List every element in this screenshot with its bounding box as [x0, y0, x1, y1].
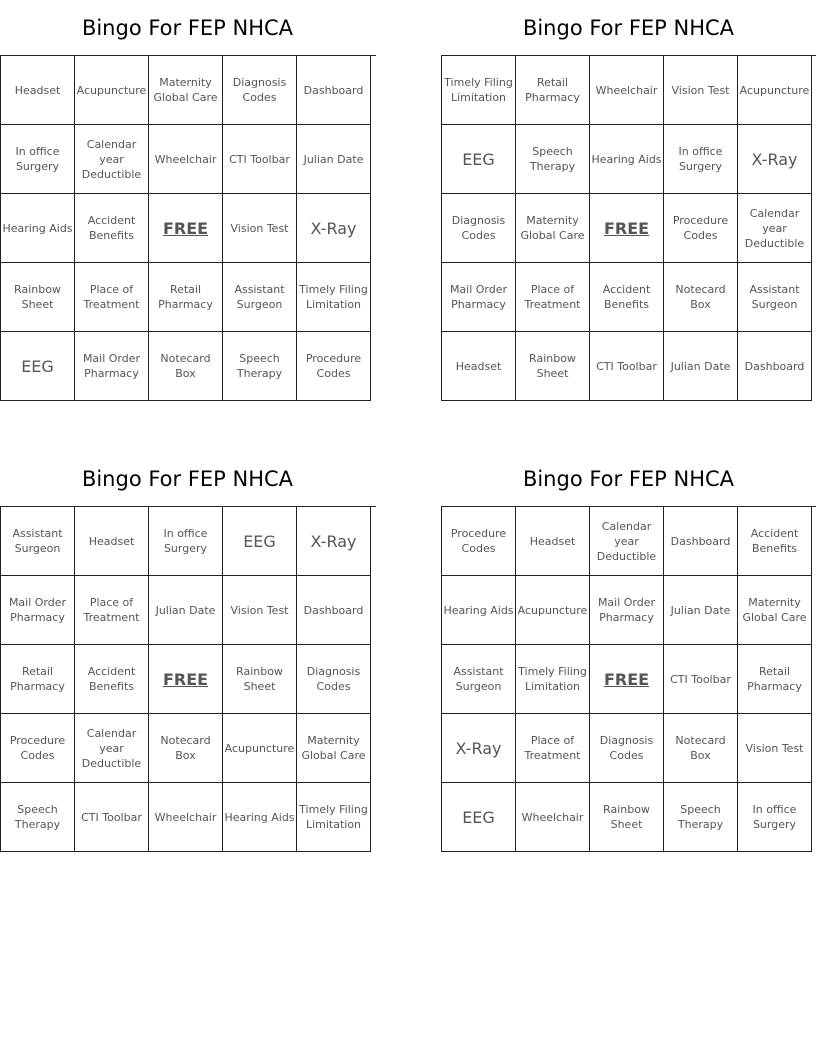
- bingo-cell: Mail Order Pharmacy: [1, 576, 75, 645]
- bingo-cell: Julian Date: [297, 125, 371, 194]
- bingo-card-3: [0, 451, 375, 852]
- bingo-cell: Speech Therapy: [664, 783, 738, 852]
- bingo-cell: CTI Toolbar: [223, 125, 297, 194]
- bingo-cell: Place of Treatment: [75, 576, 149, 645]
- bingo-cell: X-Ray: [442, 714, 516, 783]
- bingo-card-4: [441, 451, 816, 852]
- bingo-cell: Maternity Global Care: [516, 194, 590, 263]
- free-space: FREE: [590, 645, 664, 714]
- bingo-cell: Diagnosis Codes: [297, 645, 371, 714]
- card-title: Bingo For FEP NHCA: [522, 467, 735, 491]
- free-space: FREE: [149, 645, 223, 714]
- bingo-cell: Calendar year Deductible: [75, 125, 149, 194]
- bingo-cell: Wheelchair: [516, 783, 590, 852]
- bingo-cell: Wheelchair: [149, 125, 223, 194]
- bingo-cell: Dashboard: [738, 332, 812, 401]
- bingo-cell: Maternity Global Care: [738, 576, 812, 645]
- bingo-cell: EEG: [442, 125, 516, 194]
- bingo-cell: Accident Benefits: [738, 507, 812, 576]
- bingo-cell: Retail Pharmacy: [516, 56, 590, 125]
- bingo-cell: Rainbow Sheet: [223, 645, 297, 714]
- bingo-cell: In office Surgery: [149, 507, 223, 576]
- bingo-cell: Timely Filing Limitation: [442, 56, 516, 125]
- bingo-cell: EEG: [1, 332, 75, 401]
- bingo-grid: [441, 55, 816, 401]
- bingo-cell: Headset: [442, 332, 516, 401]
- bingo-cell: Retail Pharmacy: [738, 645, 812, 714]
- bingo-card-2: [441, 0, 816, 401]
- bingo-cell: Rainbow Sheet: [1, 263, 75, 332]
- bingo-cell: Hearing Aids: [590, 125, 664, 194]
- bingo-cell: In office Surgery: [738, 783, 812, 852]
- bingo-cell: Diagnosis Codes: [590, 714, 664, 783]
- bingo-cell: Timely Filing Limitation: [297, 783, 371, 852]
- free-space: FREE: [149, 194, 223, 263]
- bingo-cell: EEG: [442, 783, 516, 852]
- bingo-cell: Timely Filing Limitation: [297, 263, 371, 332]
- bingo-grid: [441, 506, 816, 852]
- bingo-cell: Diagnosis Codes: [223, 56, 297, 125]
- bingo-cell: Assistant Surgeon: [442, 645, 516, 714]
- bingo-cell: Procedure Codes: [1, 714, 75, 783]
- bingo-cell: Notecard Box: [149, 332, 223, 401]
- bingo-cell: Notecard Box: [664, 714, 738, 783]
- card-title: Bingo For FEP NHCA: [522, 16, 735, 40]
- bingo-cell: Accident Benefits: [75, 645, 149, 714]
- bingo-cell: Speech Therapy: [1, 783, 75, 852]
- bingo-cell: Acupuncture: [75, 56, 149, 125]
- bingo-cell: Wheelchair: [149, 783, 223, 852]
- bingo-cell: Timely Filing Limitation: [516, 645, 590, 714]
- bingo-cell: Assistant Surgeon: [738, 263, 812, 332]
- bingo-cell: Julian Date: [664, 332, 738, 401]
- bingo-cell: Assistant Surgeon: [223, 263, 297, 332]
- card-title: Bingo For FEP NHCA: [81, 16, 294, 40]
- bingo-cell: Mail Order Pharmacy: [75, 332, 149, 401]
- bingo-cell: Mail Order Pharmacy: [442, 263, 516, 332]
- bingo-cell: Hearing Aids: [223, 783, 297, 852]
- bingo-cell: In office Surgery: [1, 125, 75, 194]
- bingo-cell: CTI Toolbar: [590, 332, 664, 401]
- bingo-cell: Vision Test: [223, 576, 297, 645]
- bingo-cell: Notecard Box: [149, 714, 223, 783]
- bingo-cell: Accident Benefits: [590, 263, 664, 332]
- bingo-cell: Place of Treatment: [516, 263, 590, 332]
- bingo-cell: Speech Therapy: [516, 125, 590, 194]
- bingo-cell: Headset: [75, 507, 149, 576]
- bingo-cell: Procedure Codes: [297, 332, 371, 401]
- bingo-cell: X-Ray: [738, 125, 812, 194]
- bingo-cell: Vision Test: [738, 714, 812, 783]
- bingo-cell: Dashboard: [297, 56, 371, 125]
- bingo-cell: Maternity Global Care: [149, 56, 223, 125]
- free-space: FREE: [590, 194, 664, 263]
- bingo-cell: In office Surgery: [664, 125, 738, 194]
- bingo-cell: Acupuncture: [516, 576, 590, 645]
- bingo-cell: Place of Treatment: [75, 263, 149, 332]
- bingo-cell: Rainbow Sheet: [590, 783, 664, 852]
- bingo-cell: Julian Date: [664, 576, 738, 645]
- bingo-cell: Vision Test: [664, 56, 738, 125]
- bingo-cell: Hearing Aids: [1, 194, 75, 263]
- bingo-cell: Assistant Surgeon: [1, 507, 75, 576]
- bingo-cell: Acupuncture: [738, 56, 812, 125]
- bingo-cell: X-Ray: [297, 507, 371, 576]
- bingo-cell: Diagnosis Codes: [442, 194, 516, 263]
- bingo-cell: Hearing Aids: [442, 576, 516, 645]
- bingo-cell: Dashboard: [664, 507, 738, 576]
- bingo-cell: Calendar year Deductible: [738, 194, 812, 263]
- bingo-cell: Retail Pharmacy: [149, 263, 223, 332]
- bingo-grid: [0, 55, 376, 401]
- bingo-cell: Retail Pharmacy: [1, 645, 75, 714]
- bingo-cell: Accident Benefits: [75, 194, 149, 263]
- bingo-cell: Acupuncture: [223, 714, 297, 783]
- bingo-card-1: [0, 0, 375, 401]
- bingo-cell: EEG: [223, 507, 297, 576]
- bingo-cell: Vision Test: [223, 194, 297, 263]
- bingo-grid: [0, 506, 376, 852]
- bingo-cell: CTI Toolbar: [664, 645, 738, 714]
- bingo-cell: Place of Treatment: [516, 714, 590, 783]
- bingo-cell: Rainbow Sheet: [516, 332, 590, 401]
- bingo-cell: Procedure Codes: [664, 194, 738, 263]
- bingo-cell: Julian Date: [149, 576, 223, 645]
- bingo-cell: Dashboard: [297, 576, 371, 645]
- bingo-cell: Maternity Global Care: [297, 714, 371, 783]
- bingo-cell: Mail Order Pharmacy: [590, 576, 664, 645]
- bingo-cell: CTI Toolbar: [75, 783, 149, 852]
- bingo-cell: X-Ray: [297, 194, 371, 263]
- bingo-cell: Calendar year Deductible: [75, 714, 149, 783]
- bingo-cell: Headset: [516, 507, 590, 576]
- card-title: Bingo For FEP NHCA: [81, 467, 294, 491]
- bingo-cell: Calendar year Deductible: [590, 507, 664, 576]
- bingo-cell: Notecard Box: [664, 263, 738, 332]
- bingo-cell: Speech Therapy: [223, 332, 297, 401]
- bingo-cell: Headset: [1, 56, 75, 125]
- bingo-cell: Wheelchair: [590, 56, 664, 125]
- bingo-cell: Procedure Codes: [442, 507, 516, 576]
